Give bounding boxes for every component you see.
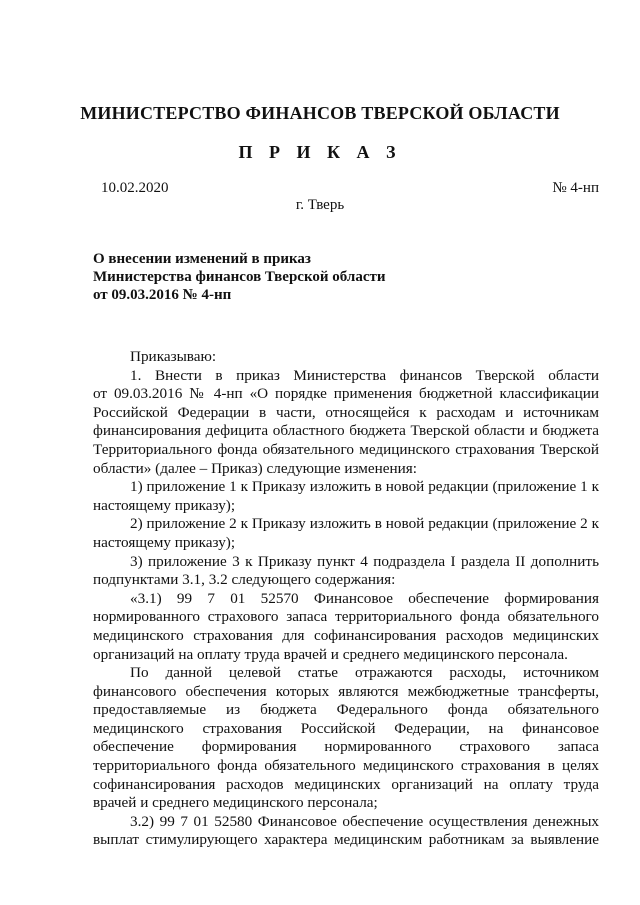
order-body [93,348,599,850]
body-line: области» (далее – Приказ) следующие изменения: [93,459,417,477]
order-city: г. Тверь [295,197,345,213]
body-line: финансового обеспечения которых являются межбюджетные трансферты, [93,682,599,700]
body-line: 3) приложение 3 к Приказу пункт 4 подраздела I раздела II дополнить [130,552,599,570]
order-number: № 4-нп [552,180,599,196]
body-line: По данной целевой статье отражаются расходы, источником [130,664,599,682]
ministry-heading: МИНИСТЕРСТВО ФИНАНСОВ ТВЕРСКОЙ ОБЛАСТИ [80,103,560,123]
body-line: настоящему приказу); [93,496,236,514]
body-line: врачей и среднего медицинского персонала; [93,794,378,812]
order-title: П Р И К А З [238,142,402,162]
body-line: 2) приложение 2 к Приказу изложить в новой редакции (приложение 2 к [130,515,599,533]
body-line: Российской Федерации в части, относящейся к расходам и источникам [93,403,599,421]
subject-line: от 09.03.2016 № 4-нп [93,287,232,303]
body-line: территориального фонда обязательного медицинского страхования в целях [93,757,599,775]
subject-line: Министерства финансов Тверской области [93,269,386,285]
body-line: настоящему приказу); [93,533,236,551]
body-line: выплат стимулирующего характера медицинским работникам за выявление [93,831,599,849]
body-line: Приказываю: [130,348,217,365]
body-line: предоставляемые из бюджета Федерального фонда обязательного [93,701,599,719]
body-line: подпунктами 3.1, 3.2 следующего содержания: [93,571,396,589]
body-line: 1. Внести в приказ Министерства финансов Тверской области [130,366,599,384]
subject-line: О внесении изменений в приказ [93,251,311,267]
body-line: обеспечение формирования нормированного страхового запаса [93,738,599,756]
body-line: 1) приложение 1 к Приказу изложить в новой редакции (приложение 1 к [130,478,599,496]
body-line: 3.2) 99 7 01 52580 Финансовое обеспечение осуществления денежных [130,812,599,830]
body-line: от 09.03.2016 № 4-нп «О порядке применения бюджетной классификации [93,385,599,403]
body-line: софинансирования расходов медицинских организаций на оплату труда [93,775,599,793]
body-line: медицинского страхования Российской Федерации, на финансовое [93,719,599,737]
body-line: Территориального фонда обязательного медицинского страхования Тверской [93,440,599,458]
body-line: «3.1) 99 7 01 52570 Финансовое обеспечение формирования [130,589,599,607]
order-date: 10.02.2020 [101,180,169,196]
body-line: организаций на оплату труда врачей и среднего медицинского персонала. [93,645,568,663]
body-line: медицинского страхования для софинансирования расходов медицинских [93,626,599,644]
order-subject [93,250,386,304]
body-line: финансирования дефицита областного бюджета Тверской области и бюджета [93,422,599,440]
body-line: нормированного страхового запаса территориального фонда обязательного [93,608,599,626]
